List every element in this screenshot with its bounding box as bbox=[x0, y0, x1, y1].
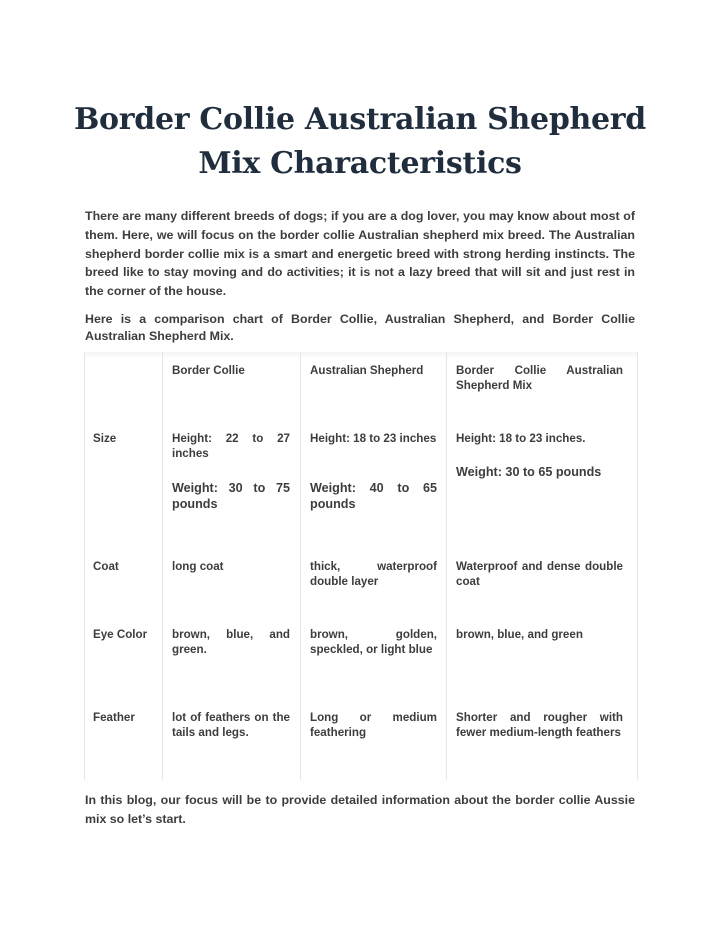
feather-border-collie: lot of feathers on the tails and legs. bbox=[172, 711, 290, 739]
table-divider bbox=[637, 352, 638, 780]
header-border-collie: Border Collie bbox=[172, 364, 245, 377]
size-mix-height: Height: 18 to 23 inches. bbox=[456, 432, 586, 445]
header-mix: Border Collie Australian Shepherd Mix bbox=[456, 364, 623, 392]
row-label-coat: Coat bbox=[93, 560, 119, 573]
table-divider bbox=[446, 352, 447, 780]
size-australian-shepherd-height: Height: 18 to 23 inches bbox=[310, 432, 437, 445]
chart-intro-paragraph: Here is a comparison chart of Border Collie, Australian Shepherd, and Border Collie Australian Shepherd Mix. bbox=[85, 312, 635, 343]
size-border-collie-height: Height: 22 to 27 inches bbox=[172, 432, 290, 460]
page-title: Border Collie Australian Shepherd Mix Characteristics bbox=[74, 102, 646, 181]
row-label-size: Size bbox=[93, 432, 117, 445]
coat-border-collie: long coat bbox=[172, 560, 224, 573]
eye-color-mix: brown, blue, and green bbox=[456, 628, 583, 641]
outro-paragraph: In this blog, our focus will be to provide detailed information about the border collie Aussie mix so let’s start. bbox=[85, 793, 635, 826]
table-top-shade bbox=[84, 352, 638, 358]
table-divider bbox=[84, 352, 85, 780]
feather-australian-shepherd: Long or medium feathering bbox=[310, 711, 437, 739]
header-australian-shepherd: Australian Shepherd bbox=[310, 364, 424, 377]
coat-australian-shepherd: thick, waterproof double layer bbox=[310, 560, 437, 588]
eye-color-australian-shepherd: brown, golden, speckled, or light blue bbox=[310, 628, 437, 656]
size-mix-weight: Weight: 30 to 65 pounds bbox=[456, 465, 602, 479]
intro-paragraph: There are many different breeds of dogs; if you are a dog lover, you may know about most of them. Here, we will focus on the border collie Australian shepherd mix breed. The Australian shepherd border collie mix is a smart and energetic breed with strong herding instincts. The breed like to stay moving and do activities; it is not a lazy breed that will sit and just rest in the corner of the house. bbox=[85, 209, 635, 299]
table-divider bbox=[300, 352, 301, 780]
size-border-collie-weight: Weight: 30 to 75 pounds bbox=[172, 481, 290, 511]
row-label-feather: Feather bbox=[93, 711, 135, 724]
coat-mix: Waterproof and dense double coat bbox=[456, 560, 623, 588]
comparison-table bbox=[84, 352, 638, 780]
table-divider bbox=[162, 352, 163, 780]
row-label-eye-color: Eye Color bbox=[93, 628, 148, 641]
eye-color-border-collie: brown, blue, and green. bbox=[172, 628, 290, 656]
feather-mix: Shorter and rougher with fewer medium-length feathers bbox=[456, 711, 623, 739]
size-australian-shepherd-weight: Weight: 40 to 65 pounds bbox=[310, 481, 437, 511]
